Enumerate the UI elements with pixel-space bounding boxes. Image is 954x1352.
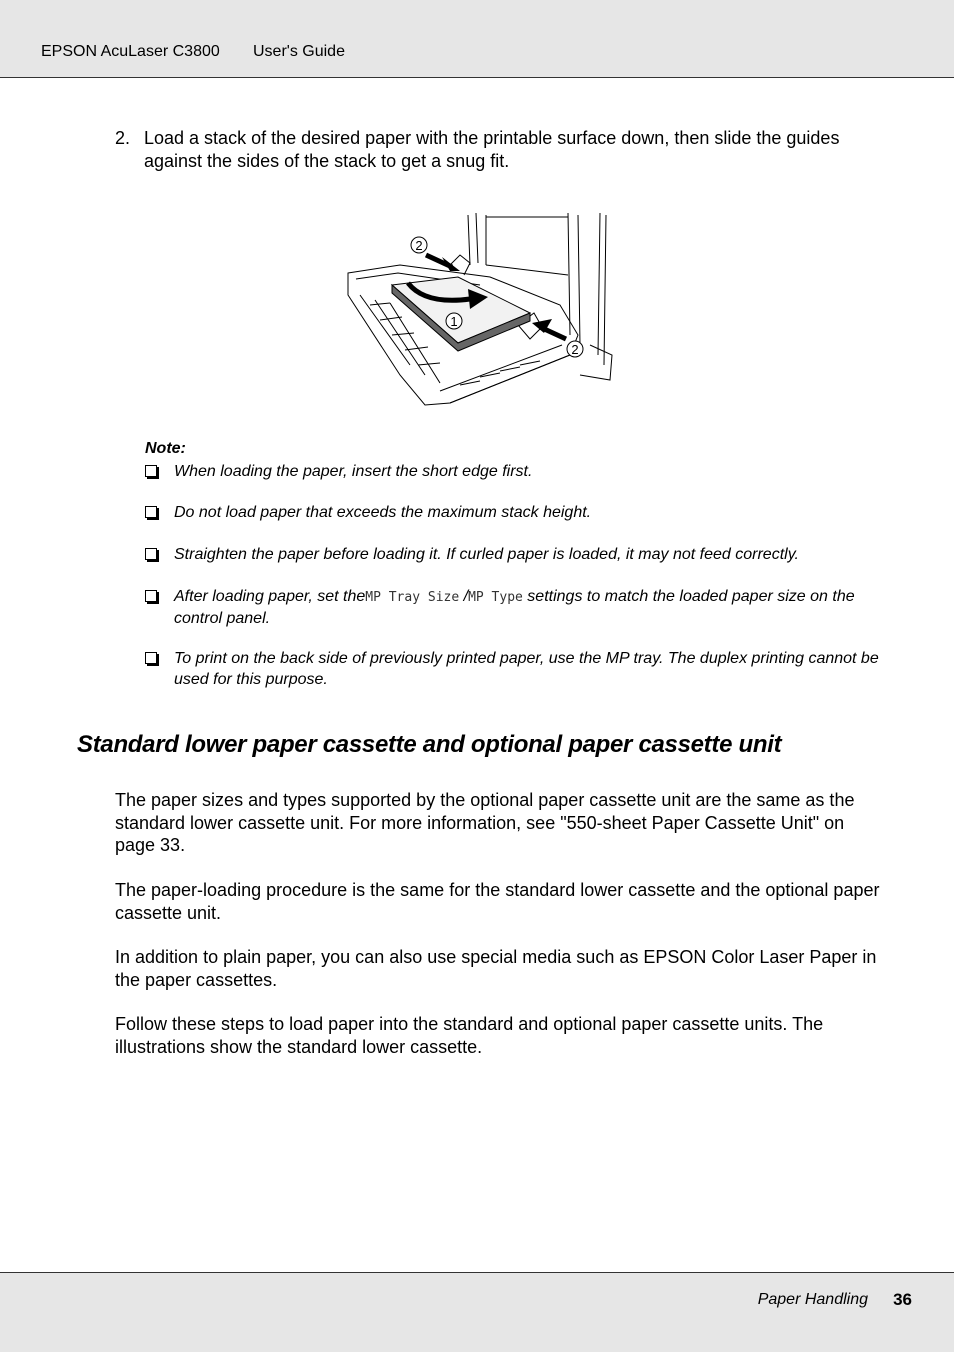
checkbox-bullet-icon: [145, 465, 157, 477]
checkbox-bullet-icon: [145, 548, 157, 560]
body-paragraph: The paper sizes and types supported by the optional paper cassette unit are the same as the standard lower cassette unit. For more information, see "550-sheet Paper Cassette Unit" on page 33.: [115, 790, 855, 855]
mp-tray-illustration: [330, 205, 620, 415]
note-item: When loading the paper, insert the short edge first.: [145, 461, 880, 482]
body-paragraph: The paper-loading procedure is the same for the standard lower cassette and the optional paper cassette unit.: [115, 880, 880, 923]
note-item: Do not load paper that exceeds the maximum stack height.: [145, 502, 880, 523]
step-number: 2.: [115, 128, 131, 148]
page-footer: [0, 1272, 954, 1352]
body-paragraph: Follow these steps to load paper into the standard and optional paper cassette units. The illustrations show the standard lower cassette.: [115, 1014, 824, 1057]
note-title: Note:: [145, 440, 186, 457]
body-paragraph: In addition to plain paper, you can also use special media such as EPSON Color Laser Paper in the paper cassettes.: [115, 947, 877, 990]
page-header: [0, 0, 954, 78]
note-item: To print on the back side of previously printed paper, use the MP tray. The duplex printing cannot be used for this purpose.: [145, 648, 880, 690]
callout-2-bottom: 2: [571, 342, 579, 357]
note-item: After loading paper, set theMP Tray Size /MP Type settings to match the loaded paper size on the control panel.: [145, 586, 880, 629]
callout-2-top: 2: [415, 238, 423, 253]
step-2: [115, 127, 885, 173]
checkbox-bullet-icon: [145, 590, 157, 602]
setting-mp-tray-size: MP Tray Size: [365, 590, 460, 605]
setting-mp-type: MP Type: [468, 590, 523, 605]
footer-section: Paper Handling: [757, 1291, 868, 1308]
checkbox-bullet-icon: [145, 506, 157, 518]
guide-title: User's Guide: [253, 43, 345, 60]
callout-1: 1: [450, 314, 458, 329]
page-number: 36: [893, 1290, 912, 1309]
note-item: Straighten the paper before loading it. If curled paper is loaded, it may not feed correctly.: [145, 544, 880, 565]
section-heading: Standard lower paper cassette and optional paper cassette unit: [77, 731, 782, 758]
step-text: Load a stack of the desired paper with the printable surface down, then slide the guides against the sides of the stack to get a snug fit.: [144, 128, 840, 171]
checkbox-bullet-icon: [145, 652, 157, 664]
product-name: EPSON AcuLaser C3800: [41, 43, 220, 60]
